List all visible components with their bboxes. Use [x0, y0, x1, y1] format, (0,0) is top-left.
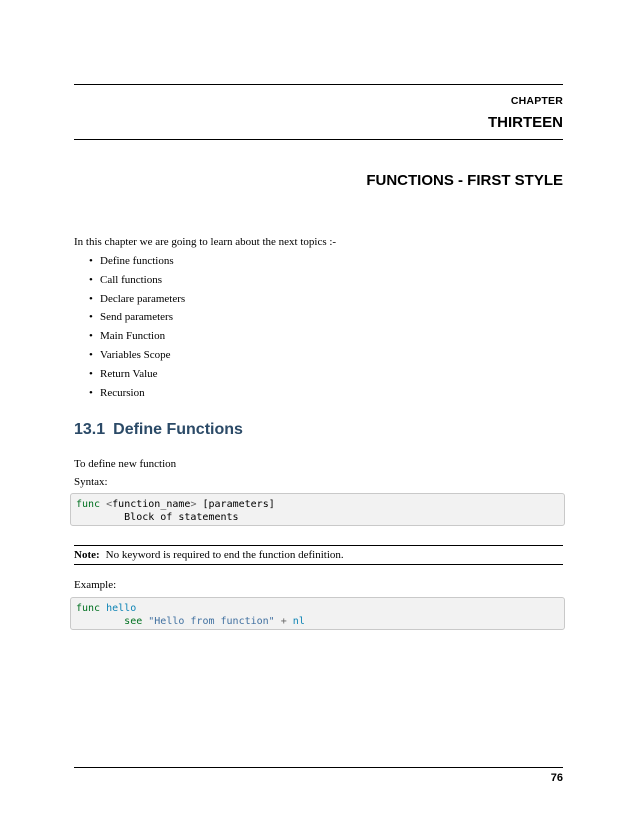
code-punct: <	[106, 499, 113, 510]
topic-text: Variables Scope	[100, 348, 171, 361]
section-intro: To define new function	[74, 458, 177, 470]
list-item	[74, 292, 185, 311]
note-box	[74, 545, 563, 565]
list-item	[74, 273, 185, 292]
bullet-icon: •	[89, 292, 93, 305]
code-indent	[76, 616, 124, 627]
chapter-rule	[74, 139, 563, 140]
intro-paragraph: In this chapter we are going to learn about the next topics :-	[74, 236, 337, 248]
code-keyword: func	[76, 499, 101, 510]
bullet-icon: •	[89, 348, 93, 361]
bullet-icon: •	[89, 330, 93, 343]
list-item	[74, 310, 185, 329]
chapter-number: THIRTEEN	[488, 114, 563, 131]
code-keyword: see	[124, 616, 143, 627]
syntax-label: Syntax:	[74, 476, 108, 488]
topic-list	[74, 254, 185, 404]
example-code-block	[70, 597, 565, 630]
syntax-code-block	[70, 493, 565, 526]
code-string: "Hello from function"	[148, 616, 275, 627]
topic-text: Main Function	[100, 330, 166, 343]
code-function-name: hello	[106, 603, 137, 614]
code-text: [parameters]	[196, 499, 275, 510]
list-item	[74, 329, 185, 348]
topic-text: Return Value	[100, 367, 158, 380]
topic-text: Define functions	[100, 255, 174, 267]
bullet-icon: •	[89, 273, 93, 286]
list-item	[74, 367, 185, 386]
top-rule	[74, 84, 563, 85]
topic-text: Send parameters	[100, 311, 173, 324]
section-title: Define Functions	[113, 421, 243, 438]
footer-rule	[74, 767, 563, 768]
example-label: Example:	[74, 579, 117, 591]
page-number: 76	[550, 772, 563, 784]
code-line: Block of statements	[76, 512, 239, 523]
bullet-icon: •	[89, 311, 93, 324]
chapter-label: CHAPTER	[510, 95, 563, 107]
code-operator: +	[280, 616, 287, 627]
chapter-title: FUNCTIONS - FIRST STYLE	[366, 172, 563, 189]
bullet-icon: •	[89, 255, 93, 267]
topic-text: Recursion	[100, 386, 145, 399]
list-item	[74, 348, 185, 367]
topic-text: Call functions	[100, 273, 163, 286]
list-item	[74, 386, 185, 405]
bullet-icon: •	[89, 367, 93, 380]
section-number: 13.1	[74, 421, 106, 438]
note-text: No keyword is required to end the function definition.	[105, 549, 344, 561]
code-line	[76, 615, 564, 628]
list-item	[74, 254, 185, 273]
bullet-icon: •	[89, 386, 93, 399]
code-identifier: nl	[292, 616, 305, 627]
code-identifier: function_name	[112, 499, 191, 510]
topic-text: Declare parameters	[100, 292, 186, 305]
section-heading	[74, 421, 243, 439]
code-line	[76, 498, 564, 511]
code-line	[76, 602, 564, 615]
code-keyword: func	[76, 603, 101, 614]
code-punct: >	[190, 499, 197, 510]
note-label: Note:	[74, 549, 100, 561]
